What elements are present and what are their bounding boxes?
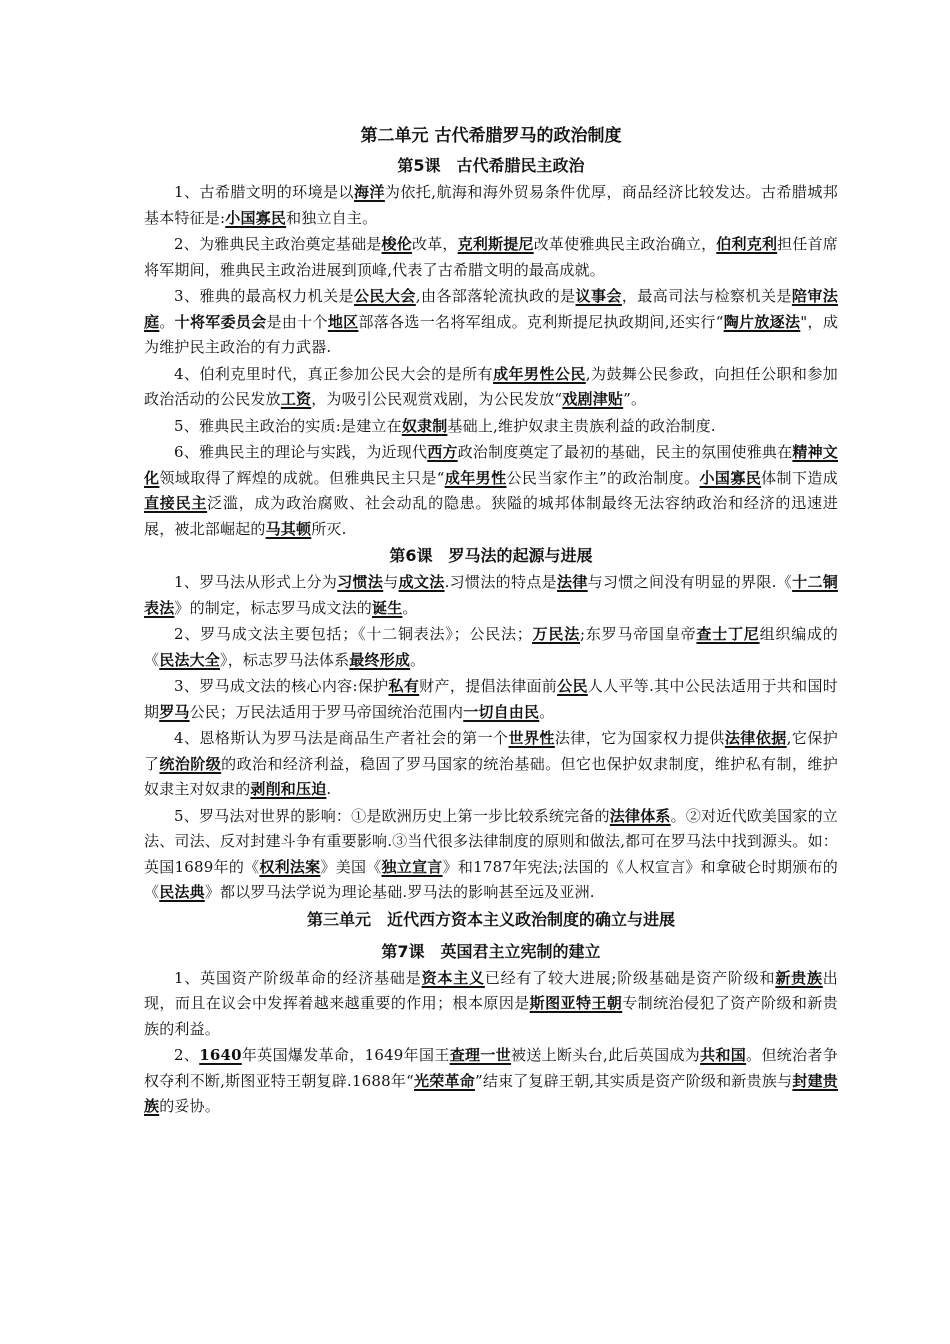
lesson-6-title: 第6课 罗马法的起源与进展 bbox=[389, 546, 593, 565]
key-term: 光荣革命 bbox=[414, 1071, 475, 1090]
key-term: 1640 bbox=[199, 1046, 242, 1064]
paragraph-text: ”。 bbox=[623, 390, 647, 408]
paragraph-text: "，成为维护民主政治的有力武器. bbox=[144, 312, 839, 356]
paragraph-text: 》都以罗马法学说为理论基础.罗马法的影响甚至远及亚洲. bbox=[204, 883, 595, 901]
paragraph-text: 4、伯利克里时代，真正参加公民大会的是所有 bbox=[174, 364, 494, 383]
paragraph bbox=[144, 284, 838, 361]
paragraph bbox=[144, 362, 838, 413]
paragraph-text: 2、罗马成文法主要包括；《十二铜表法》；公民法； bbox=[174, 625, 533, 643]
paragraph-text: 4、恩格斯认为罗马法是商品生产者社会的第一个 bbox=[174, 729, 509, 747]
document-body bbox=[144, 122, 838, 1120]
key-term: 统治阶级 bbox=[159, 754, 222, 773]
paragraph-text: 被送上断头台,此后英国成为 bbox=[511, 1046, 701, 1064]
paragraph-text: 5、雅典民主政治的实质:是建立在 bbox=[174, 416, 402, 435]
paragraph bbox=[144, 570, 838, 621]
paragraph-text: .习惯法的特点是 bbox=[444, 573, 557, 591]
paragraph-text: 与习惯之间没有明显的界限.《 bbox=[587, 573, 793, 591]
paragraph-text: 出现，而且在议会中发挥着越来越重要的作用；根本原因是 bbox=[144, 968, 838, 1012]
key-term: 民法典 bbox=[159, 883, 205, 901]
key-term: 查理一世 bbox=[449, 1046, 512, 1064]
key-term: 新贵族 bbox=[775, 968, 823, 987]
paragraph bbox=[144, 232, 838, 283]
key-term: 克利斯提尼 bbox=[457, 235, 534, 253]
paragraph-text: ,它保护了 bbox=[144, 729, 838, 773]
paragraph bbox=[144, 674, 838, 725]
key-term: 民法大全 bbox=[159, 650, 221, 669]
key-term: 法律依据 bbox=[724, 729, 787, 747]
key-term: 世界性 bbox=[508, 729, 555, 747]
paragraph-text: 体制下造成 bbox=[761, 468, 838, 487]
paragraph-text: 1、罗马法从形式上分为 bbox=[174, 573, 338, 591]
paragraph-text: 担任首席将军期间，雅典民主政治进展到顶峰,代表了古希腊文明的最高成就。 bbox=[144, 235, 838, 279]
key-term: 私有 bbox=[388, 677, 420, 695]
paragraph-text: 为依托,航海和海外贸易条件优厚，商品经济比较发达。古希腊城邦基本特征是: bbox=[144, 183, 838, 227]
paragraph-text: ,由各部落轮流执政的是 bbox=[415, 287, 576, 305]
paragraph-text: 基础上,维护奴隶主贵族利益的政治制度. bbox=[447, 416, 716, 435]
paragraph-text: 》和1787年宪法;法国的《人权宣言》和拿破仑时期颁布的《 bbox=[144, 857, 838, 901]
key-term: 一切自由民 bbox=[463, 702, 540, 721]
paragraph-text: 3、雅典的最高权力机关是 bbox=[174, 287, 354, 305]
key-term: 权利法案 bbox=[259, 857, 321, 876]
paragraph-text: ;东罗马帝国皇帝 bbox=[580, 625, 697, 643]
key-term: 查士丁尼 bbox=[696, 625, 760, 643]
lesson-7-body bbox=[144, 966, 838, 1120]
paragraph-text: 财产，提倡法律面前 bbox=[419, 677, 558, 695]
paragraph bbox=[144, 804, 838, 906]
paragraph bbox=[144, 180, 838, 231]
paragraph-text: 。但统治者争权夺利不断,斯图亚特王朝复辟.1688年“ bbox=[144, 1046, 838, 1090]
paragraph-text: 所灭. bbox=[311, 519, 347, 538]
key-term: 小国寡民 bbox=[699, 468, 762, 487]
key-term: 成年男性公民 bbox=[493, 364, 586, 383]
paragraph-text: 6、雅典民主的理论与实践，为近现代 bbox=[174, 443, 428, 461]
paragraph-text: 。 bbox=[159, 312, 175, 331]
paragraph bbox=[144, 414, 838, 440]
paragraph-text: 改革使雅典民主政治确立， bbox=[533, 235, 717, 253]
key-term: 十二铜表法 bbox=[144, 573, 838, 617]
paragraph-text: 公民；万民法适用于罗马帝国统治范围内 bbox=[189, 702, 464, 721]
paragraph-text: 部落各选一名将军组成。克利斯提尼执政期间,还实行“ bbox=[358, 312, 724, 331]
lesson-6-body bbox=[144, 570, 838, 906]
key-term: 工资 bbox=[280, 390, 312, 408]
key-term: 法律体系 bbox=[609, 806, 671, 825]
key-term: 戏剧津贴 bbox=[562, 390, 624, 408]
bold-term: 十将军委员会 bbox=[174, 312, 267, 331]
paragraph-text: 2、为雅典民主政治奠定基础是 bbox=[174, 235, 382, 253]
paragraph-text: 已经有了较大进展;阶级基础是资产阶级和 bbox=[484, 968, 776, 987]
paragraph-text: 》美国《 bbox=[320, 857, 382, 876]
paragraph-text: 是由十个 bbox=[266, 312, 328, 331]
paragraph-text: 》的制定，标志罗马成文法的 bbox=[174, 598, 373, 617]
paragraph-text: 年英国爆发革命，1649年国王 bbox=[241, 1046, 450, 1064]
lesson-5-title: 第5课 古代希腊民主政治 bbox=[397, 156, 585, 175]
paragraph-text: 泛滥，成为政治腐败、社会动乱的隐患。狭隘的城邦体制最终无法容纳政治和经济的迅速进展，被北部崛起的 bbox=[144, 494, 838, 538]
paragraph bbox=[144, 622, 838, 673]
paragraph bbox=[144, 1043, 838, 1120]
lesson-5-body bbox=[144, 180, 838, 542]
key-term: 海洋 bbox=[353, 183, 385, 201]
paragraph-text: ，最高司法与检察机关是 bbox=[621, 287, 792, 305]
paragraph-text: 。 bbox=[410, 650, 426, 669]
paragraph-text: 与 bbox=[383, 573, 399, 591]
key-term: 习惯法 bbox=[337, 573, 384, 591]
paragraph-text: . bbox=[326, 780, 332, 798]
paragraph-text: 改革， bbox=[411, 235, 458, 253]
unit-3-title: 第三单元 近代西方资本主义政治制度的确立与进展 bbox=[306, 909, 675, 929]
paragraph-text: 。 bbox=[539, 702, 555, 721]
paragraph-text: 1、英国资产阶级革命的经济基础是 bbox=[174, 968, 422, 987]
paragraph-text: 组织编成的《 bbox=[144, 625, 838, 669]
unit-2-title: 第二单元 古代希腊罗马的政治制度 bbox=[360, 126, 622, 146]
key-term: 法律 bbox=[557, 573, 588, 591]
key-term: 诞生 bbox=[372, 598, 403, 617]
key-term: 独立宣言 bbox=[381, 857, 443, 876]
paragraph-text: 2、 bbox=[174, 1046, 200, 1064]
key-term: 小国寡民 bbox=[225, 208, 287, 227]
key-term: 梭伦 bbox=[381, 235, 412, 253]
key-term: 共和国 bbox=[700, 1046, 747, 1064]
key-term: 精神文化 bbox=[144, 443, 839, 487]
paragraph bbox=[144, 966, 838, 1043]
paragraph-text: ,为鼓舞公民参政，向担任公职和参加政治活动的公民发放 bbox=[144, 364, 838, 408]
paragraph-text: 领域取得了辉煌的成就。但雅典民主只是“ bbox=[159, 468, 445, 487]
paragraph-text: 人人平等.其中公民法适用于共和国时期 bbox=[144, 677, 838, 721]
key-term: 斯图亚特王朝 bbox=[529, 994, 623, 1012]
paragraph-text: ”结束了复辟王朝,其实质是资产阶级和新贵族与 bbox=[474, 1071, 793, 1090]
paragraph-text: 。②对近代欧美国家的立法、司法、反对封建斗争有重要影响.③当代很多法律制度的原则和做法,都可在罗马法中找到源头。如：英国1689年的《 bbox=[144, 806, 838, 876]
paragraph-text: 专制统治侵犯了资产阶级和新贵族的利益。 bbox=[144, 994, 838, 1038]
key-term: 资本主义 bbox=[421, 968, 485, 987]
key-term: 成文法 bbox=[398, 573, 445, 591]
paragraph-text: 的政治和经济利益，稳固了罗马国家的统治基础。但它也保护奴隶制度，维护私有制，维护奴隶主对奴隶的 bbox=[144, 754, 838, 798]
paragraph-text: ，为吸引公民观赏戏剧，为公民发放“ bbox=[311, 390, 563, 408]
paragraph bbox=[144, 440, 838, 542]
key-term: 陶片放逐法 bbox=[723, 312, 801, 331]
key-term: 剥削和压迫 bbox=[250, 780, 327, 798]
key-term: 西方 bbox=[427, 443, 458, 461]
key-term: 公民 bbox=[557, 677, 588, 695]
key-term: 公民大会 bbox=[353, 287, 416, 305]
paragraph-text: 政治制度奠定了最初的基础，民主的氛围使雅典在 bbox=[457, 443, 793, 461]
key-term: 万民法 bbox=[532, 625, 580, 643]
key-term: 伯利克利 bbox=[716, 235, 778, 253]
lesson-7-title: 第7课 英国君主立宪制的建立 bbox=[381, 941, 601, 961]
key-term: 成年男性 bbox=[444, 468, 507, 487]
key-term: 最终形成 bbox=[349, 650, 411, 669]
key-term: 罗马 bbox=[159, 702, 190, 721]
paragraph-text: 1、古希腊文明的环境是以 bbox=[174, 183, 354, 201]
key-term: 封建贵族 bbox=[144, 1071, 838, 1115]
key-term: 地区 bbox=[327, 312, 359, 331]
paragraph-text: 3、罗马成文法的核心内容:保护 bbox=[174, 677, 389, 695]
paragraph-text: 。 bbox=[402, 598, 418, 617]
paragraph-text: 5、罗马法对世界的影响：①是欧洲历史上第一步比较系统完备的 bbox=[174, 806, 610, 825]
key-term: 直接民主 bbox=[144, 494, 208, 512]
paragraph-text: 和独立自主。 bbox=[286, 208, 378, 227]
paragraph-text: 公民当家作主”的政治制度。 bbox=[506, 468, 700, 487]
key-term: 奴隶制 bbox=[401, 416, 448, 435]
paragraph-text: 的妥协。 bbox=[159, 1097, 221, 1115]
paragraph bbox=[144, 726, 838, 803]
paragraph-text: 法律，它为国家权力提供 bbox=[554, 729, 725, 747]
key-term: 马其顿 bbox=[265, 519, 312, 538]
key-term: 议事会 bbox=[575, 287, 622, 305]
key-term: 陪审法庭 bbox=[144, 287, 838, 331]
paragraph-text: 》，标志罗马法体系 bbox=[220, 650, 350, 669]
